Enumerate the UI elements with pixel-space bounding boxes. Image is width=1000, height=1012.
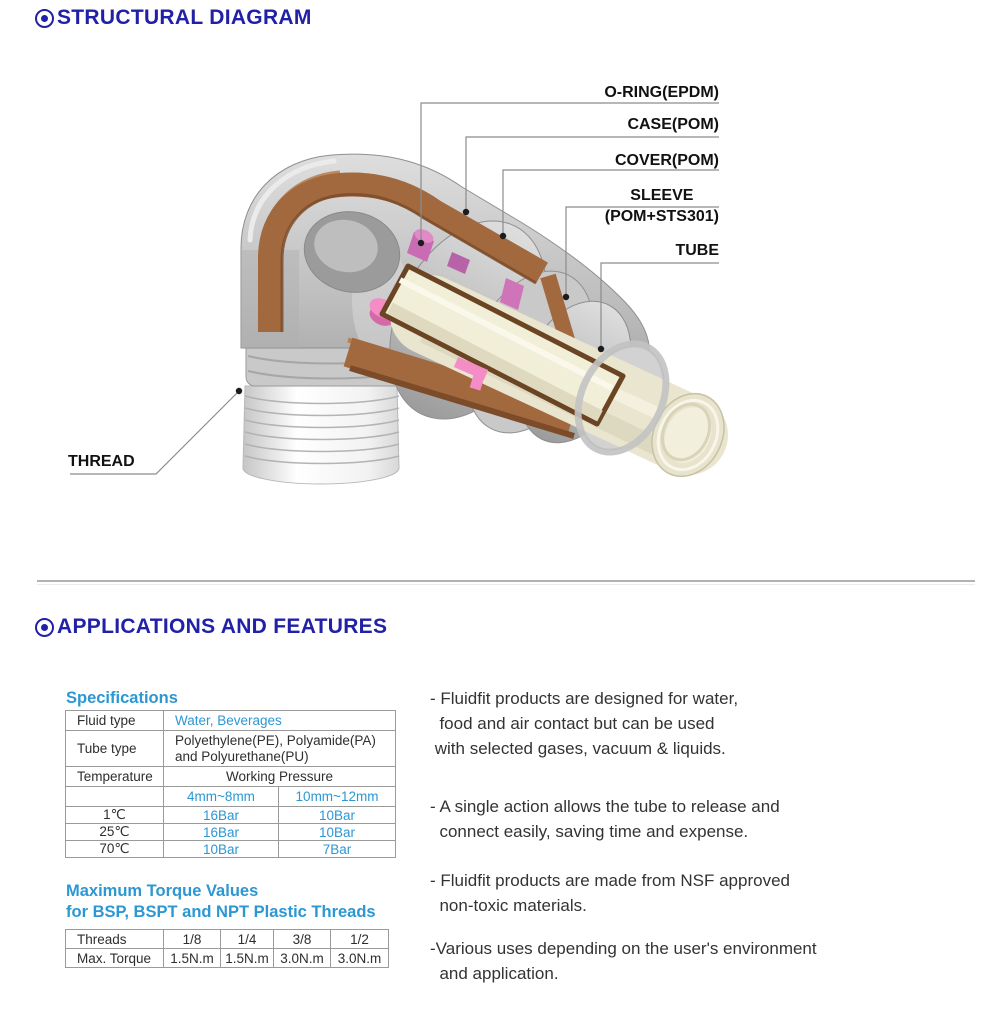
section2-title: APPLICATIONS AND FEATURES (57, 615, 388, 638)
spec-temp: 25℃ (66, 824, 164, 841)
specifications-title: Specifications (66, 689, 178, 707)
section-divider (37, 580, 975, 585)
specifications-table (65, 710, 396, 858)
torque-value: 3.0N.m (331, 949, 389, 968)
label-case: CASE(POM) (627, 116, 719, 133)
spec-empty-cell (66, 787, 164, 807)
spec-pressure-2: 7Bar (279, 841, 396, 858)
spec-row-tube (66, 731, 396, 767)
torque-header: Threads (66, 930, 164, 949)
torque-row-label: Max. Torque (66, 949, 164, 968)
spec-temp-row (66, 807, 396, 824)
spec-tube-value: Polyethylene(PE), Polyamide(PA) and Polyurethane(PU) (164, 731, 396, 767)
torque-title-line1: Maximum Torque Values (66, 882, 259, 900)
spec-pressure-col1: 4mm~8mm (164, 787, 279, 807)
spec-temp-row (66, 841, 396, 858)
torque-value: 1.5N.m (164, 949, 221, 968)
feature-line: connect easily, saving time and expense. (430, 822, 749, 841)
spec-row-fluid (66, 711, 396, 731)
spec-fluid-label: Fluid type (66, 711, 164, 731)
torque-header: 1/8 (164, 930, 221, 949)
feature-line: and application. (430, 964, 559, 983)
label-oring: O-RING(EPDM) (604, 84, 719, 101)
label-sleeve-line1: SLEEVE (630, 187, 694, 204)
spec-pressure-1: 16Bar (164, 824, 279, 841)
spec-pressure-1: 16Bar (164, 807, 279, 824)
spec-pressure-col2: 10mm~12mm (279, 787, 396, 807)
spec-row-temperature (66, 767, 396, 787)
torque-header: 3/8 (274, 930, 331, 949)
label-sleeve-line2: (POM+STS301) (604, 208, 719, 225)
feature-line: - A single action allows the tube to release and (430, 797, 780, 816)
spec-fluid-value: Water, Beverages (164, 711, 396, 731)
label-thread: THREAD (68, 453, 135, 470)
torque-header: 1/2 (331, 930, 389, 949)
spec-tube-label: Tube type (66, 731, 164, 767)
features-list (430, 686, 950, 1012)
feature-line: non-toxic materials. (430, 896, 587, 915)
torque-value: 1.5N.m (221, 949, 274, 968)
spec-pressure-1: 10Bar (164, 841, 279, 858)
torque-title-line2: for BSP, BSPT and NPT Plastic Threads (66, 903, 376, 921)
label-cover: COVER(POM) (615, 152, 719, 169)
feature-item (430, 794, 950, 844)
spec-working-pressure-label: Working Pressure (164, 767, 396, 787)
torque-value-row (66, 949, 389, 968)
spec-temp-row (66, 824, 396, 841)
feature-item (430, 936, 950, 986)
torque-value: 3.0N.m (274, 949, 331, 968)
torque-table (65, 929, 389, 968)
section1-title: STRUCTURAL DIAGRAM (57, 6, 312, 29)
spec-pressure-2: 10Bar (279, 824, 396, 841)
feature-line: - Fluidfit products are designed for water, (430, 689, 739, 708)
feature-line: with selected gases, vacuum & liquids. (430, 739, 726, 758)
bullseye-icon (35, 618, 54, 637)
label-sleeve (605, 185, 719, 227)
torque-header: 1/4 (221, 930, 274, 949)
torque-title (66, 881, 376, 923)
feature-line: - Fluidfit products are made from NSF approved (430, 871, 790, 890)
torque-header-row (66, 930, 389, 949)
spec-temp: 1℃ (66, 807, 164, 824)
spec-temperature-label: Temperature (66, 767, 164, 787)
feature-line: food and air contact but can be used (430, 714, 715, 733)
applications-features-heading (35, 615, 387, 639)
label-tube: TUBE (675, 242, 719, 259)
feature-item (430, 868, 950, 918)
feature-item (430, 686, 950, 761)
spec-temp: 70℃ (66, 841, 164, 858)
spec-row-pressure-cols (66, 787, 396, 807)
spec-pressure-2: 10Bar (279, 807, 396, 824)
thread-shape (243, 386, 399, 484)
feature-line: -Various uses depending on the user's environment (430, 939, 817, 958)
